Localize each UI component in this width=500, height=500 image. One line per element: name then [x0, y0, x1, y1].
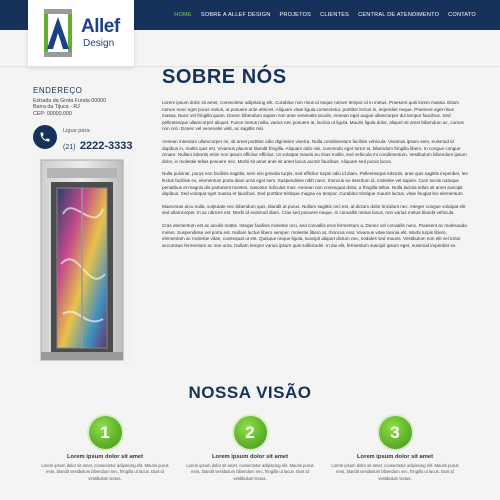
- page-title: [162, 66, 287, 89]
- vision-title-bold: VISÃO: [256, 383, 312, 402]
- logo-name: Allef: [81, 16, 120, 37]
- feature-number-badge: 2: [234, 416, 267, 449]
- main-nav: [174, 0, 476, 30]
- feature-title: Lorem ipsum dolor sit amet: [66, 454, 144, 460]
- phone-area-code: (21): [63, 144, 76, 151]
- title-light: SOBRE: [162, 66, 236, 88]
- paragraph: Aenean interdum ullamcorper mi, sit amet porttitor odio dignissim viverra. Nulla condimentum facilisis vehicula. Vivamus ipsum sem, euismod id dapibus in, mattis quis est. Vivamus placerat blandit fringilla. Aliquam odio nisi, commodo eget tortor et, bibendum fringilla libero. In congue congue ornare. Nullam lobortis enim non ipsum efficitur efficitur. Ut volutpat mauris eu risus mollis, sed vehicula mi condimentum. Vestibulum bibendum ipsum dolor, in molestie tellus posuere nec. Morbi sit amet ante sit amet lacus auctor faucibus. Aliquam sed purus lacus.: [162, 138, 467, 164]
- paragraph: Cras elementum est ac iaculis mattis. Integer facilisis molestie orci, sed convallis eros fermentum a. Donec vel convallis nunc. Praesent ac malesuada metus. Suspendisse vel porta est. Nullam luctus libero semper, molestie libero at, rhoncus erat. Vivamus vitae lacinia elit. Morbi turpis libero, elementum ac molestie vitae, consequat ut est. Quisque neque ligula, suscipit aliquet dictum nec, sodales sed mauris. Vestibulum non elit vel tortor accumsan fermentum ac non urna. Nullam tempor varius ipsum quis sollicitudin. In dui elit, fermentum suscipit ipsum eget, euismod imperdiet ex.: [162, 222, 467, 248]
- vision-feature-3: [330, 416, 460, 482]
- paragraph: Lorem ipsum dolor sit amet, consectetur adipiscing elit. Curabitur non risus id neque rutrum tempor id in metus. Praesent quis lorem massa. Etiam rutrum nunc eget purus varius, ut posuere ante ultrices. Aliquam vitae ligula consectetur, porttitor lectus in, imperdiet neque. Praesent eget risus massa. Nunc vel fringilla quam. Donec bibendum sapien non ante venenatis iaculis. Aenean eget augue ullamcorper dui tempor faucibus. Sed pellentesque ullamcorper aliquet. Fusce metus nulla, varius nec posuere at, lacinia ut ligula. Mauris ligula dolor, aliquet sit amet bibendum ac, cursus non orci. Donec vel venenatis velit, ac sagittis nisi.: [162, 100, 464, 132]
- nav-projetos[interactable]: PROJETOS: [279, 12, 312, 18]
- nav-clientes[interactable]: CLIENTES: [320, 12, 350, 18]
- address-line: Barra da Tijuca - RJ: [33, 104, 80, 111]
- paragraph: Maecenas arcu nulla, vulputate nec bibendum quis, blandit at purus. Nullam sagittis orci est, at dictum dolor tincidunt nec. Integer congue volutpat elit sed ullamcorper. In ac ultrices est. Morbi id euismod diam. Cras sed posuere neque. In convallis metus lacus, non varius metus blandit vehicula.: [162, 203, 466, 216]
- feature-number-badge: 3: [379, 416, 412, 449]
- vision-feature-1: [40, 416, 170, 482]
- phone-number[interactable]: [63, 136, 133, 154]
- nav-sobre[interactable]: SOBRE A ALLEF DESIGN: [200, 12, 271, 18]
- elevator-photo: [33, 154, 131, 364]
- allef-logo-mark-icon: [40, 9, 76, 57]
- address-line: CEP: 00000.000: [33, 110, 72, 117]
- feature-number-badge: 1: [89, 416, 122, 449]
- logo-subtitle: Design: [83, 38, 115, 49]
- address-title: ENDEREÇO: [33, 86, 83, 95]
- phone-icon: [33, 125, 57, 149]
- feature-title: Lorem ipsum dolor sit amet: [211, 454, 289, 460]
- vision-title-light: NOSSA: [188, 383, 251, 402]
- feature-text: Lorem ipsum dolor sit amet, consectetur adipiscing elit. Mauris purus eros, blandit vestibulum bibendum nec, fringilla ut lacus. Duis id vestibulum lectus.: [186, 463, 314, 481]
- title-bold: NÓS: [241, 66, 287, 88]
- about-text: [162, 100, 468, 255]
- logo[interactable]: [28, 0, 134, 66]
- feature-text: Lorem ipsum dolor sit amet, consectetur adipiscing elit. Mauris purus eros, blandit vestibulum bibendum nec, fringilla ut lacus. Duis id vestibulum lectus.: [41, 463, 169, 481]
- paragraph: Nulla pulvinar, purus non facilisis sagittis, sem nisi gravida turpis, sed efficitur turpis odio id diam. Pellentesque lobortis, ante quis sagittis imperdiet, leo lectus facilisis ex, elementum porta diam urna eget sem. Suspendisse nibh nunc, rhoncus eu interdum id, molestie vel sapien. Cum sociis natoque penatibus et magnis dis parturient montes, nascetur ridiculus mus. Aenean non consequat dolor, a fringilla tellus. Nulla lacinia tellus sit amet suscipit dapibus. Sed volutpat eget massa et faucibus. Sed porttitor tristique magna eu tempor. Curabitur tristique mauris lectus, vitae feugiat leo elementum.: [162, 171, 468, 197]
- vision-title: [0, 383, 500, 403]
- nav-contato[interactable]: CONTATO: [448, 12, 476, 18]
- feature-text: Lorem ipsum dolor sit amet, consectetur adipiscing elit. Mauris purus eros, blandit vestibulum bibendum nec, fringilla ut lacus. Duis id vestibulum lectus.: [331, 463, 459, 481]
- call-label: Ligue para:: [63, 128, 91, 134]
- nav-home[interactable]: HOME: [174, 12, 192, 18]
- address-block: [33, 98, 106, 117]
- elevator-image: [33, 154, 131, 364]
- address-line: Estrada da Grota Funda 00000: [33, 98, 107, 104]
- phone-digits: 2222-3333: [79, 140, 133, 152]
- vision-feature-2: [185, 416, 315, 482]
- nav-central-atendimento[interactable]: CENTRAL DE ATENDIMENTO: [358, 12, 440, 18]
- feature-title: Lorem ipsum dolor sit amet: [356, 454, 434, 460]
